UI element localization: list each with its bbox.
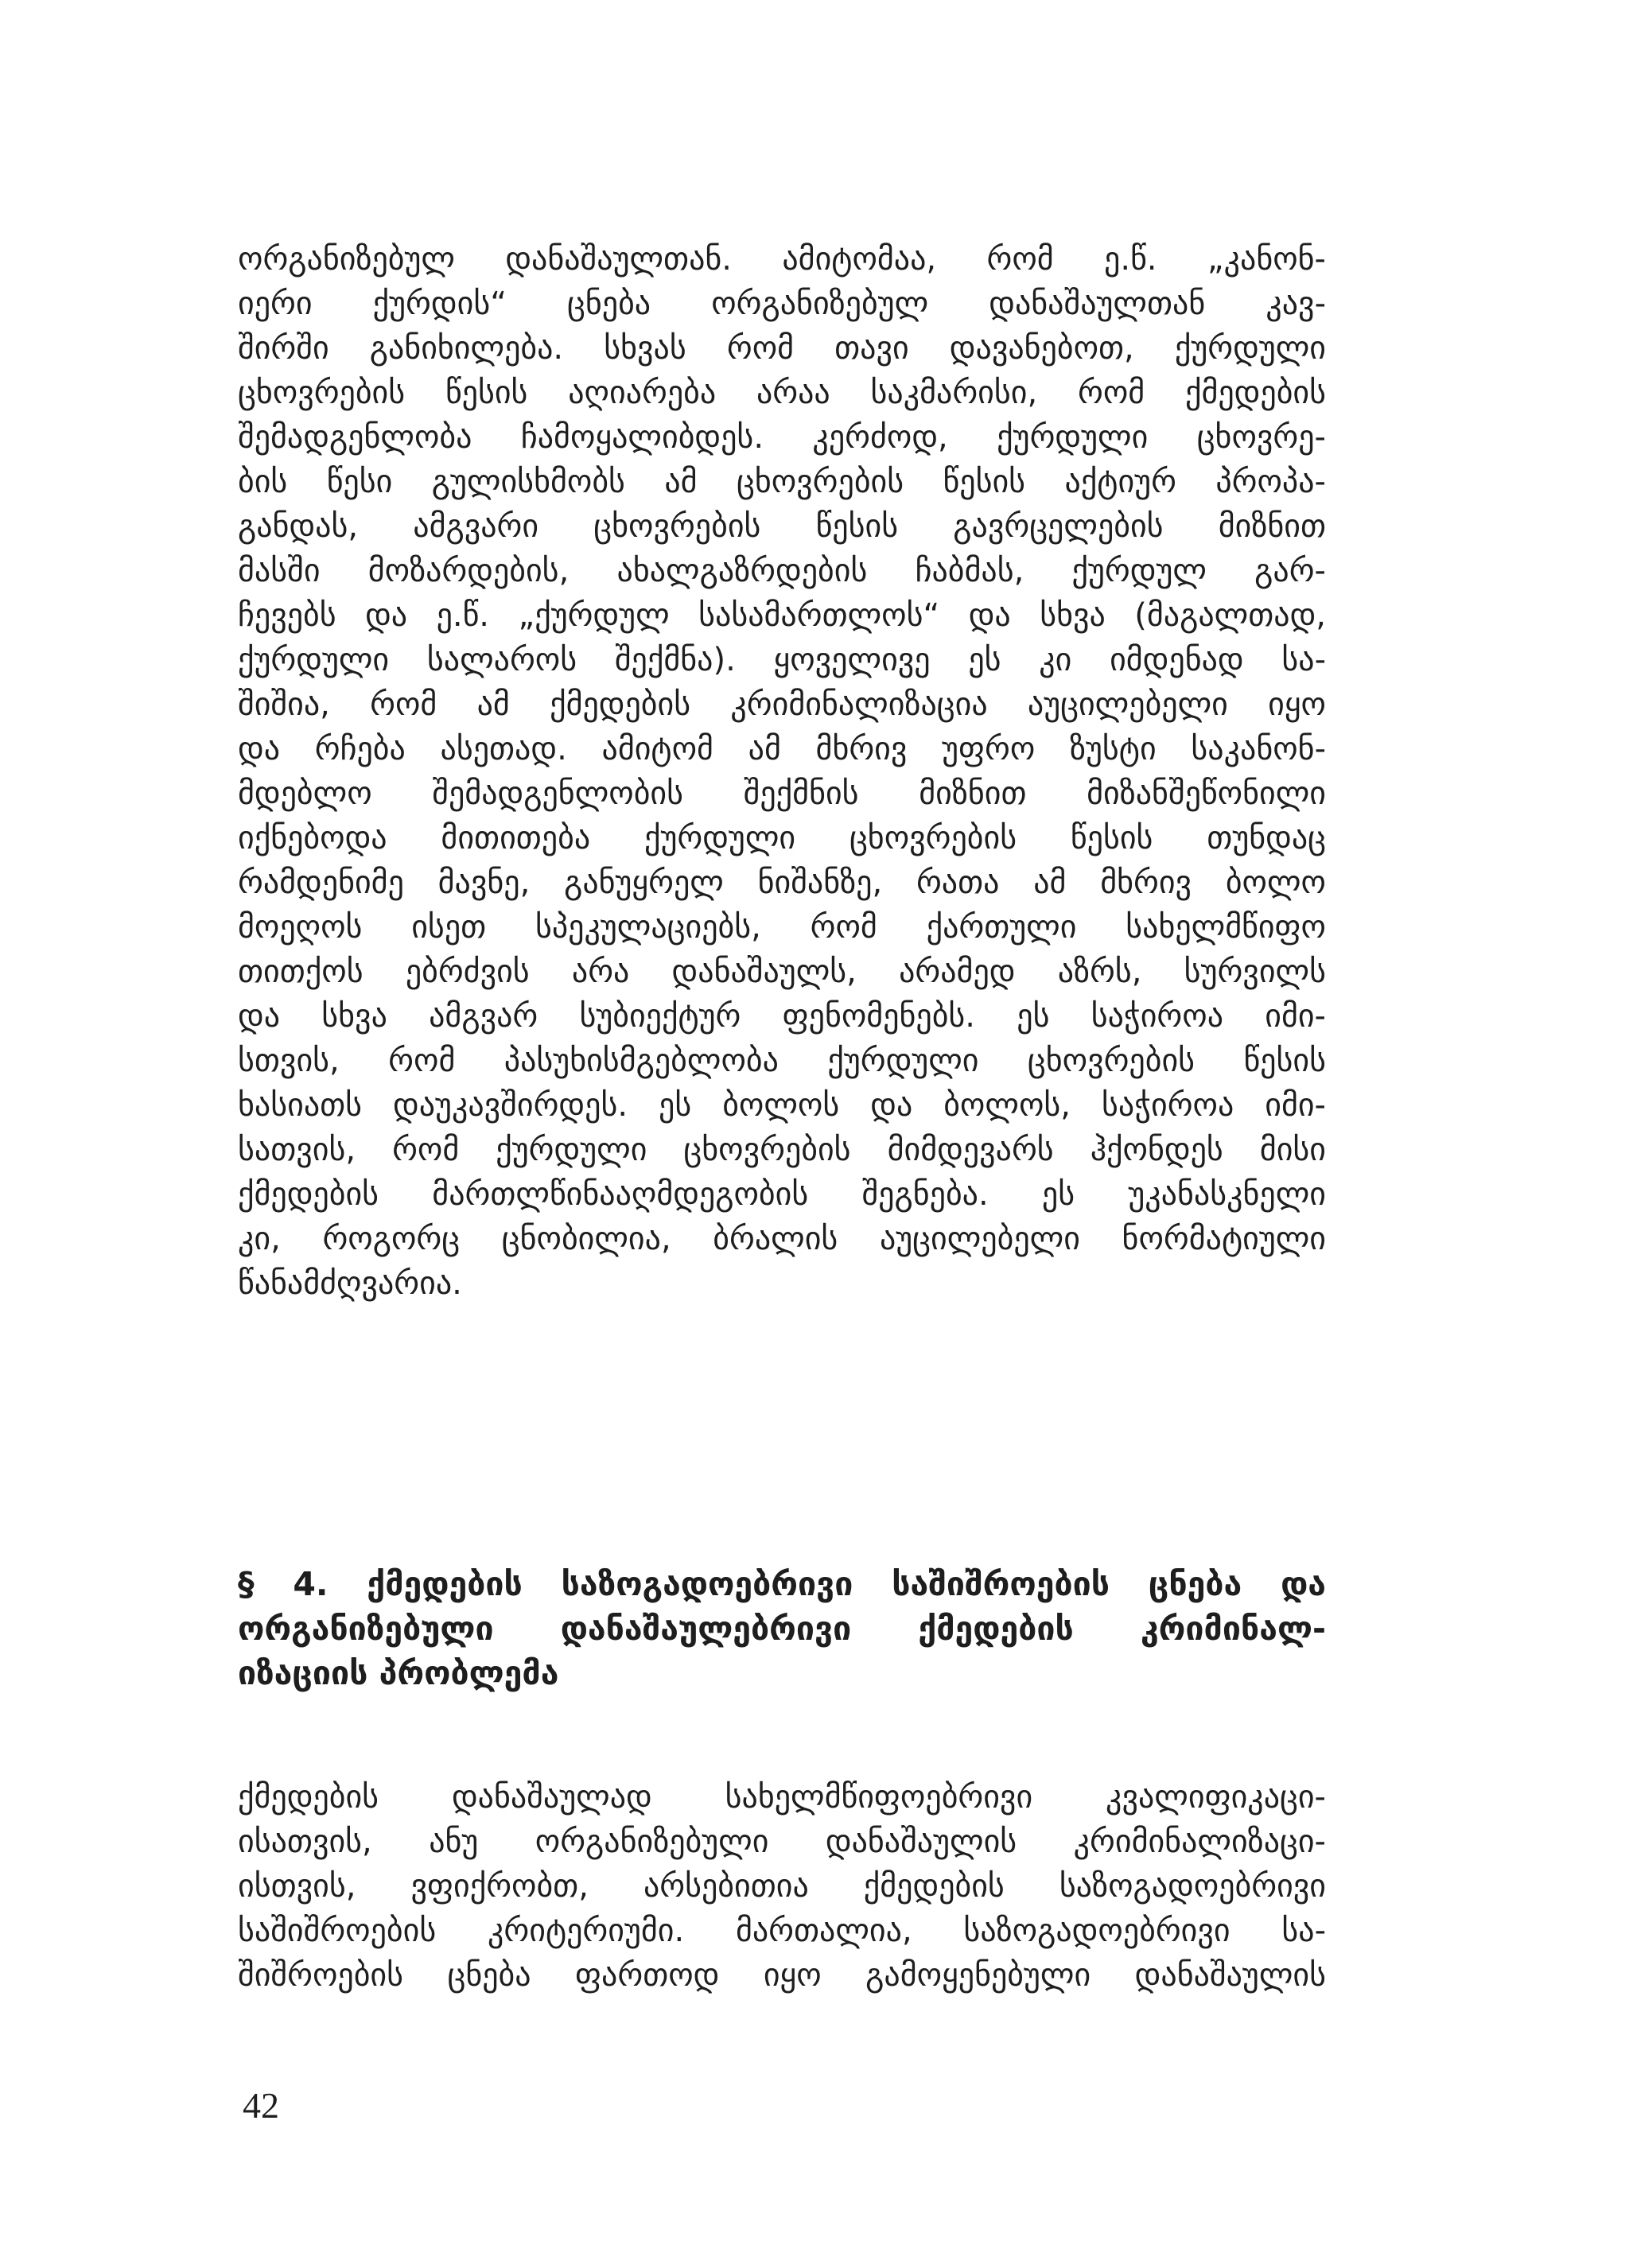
text-line: სთვის, რომ პასუხისმგებლობა ქურდული ცხოვრების წესის <box>238 1043 1326 1079</box>
text-line: კი, როგორც ცნობილია, ბრალის აუცილებელი ნორმატიული <box>238 1221 1326 1257</box>
text-line: შირში განიხილება. სხვას რომ თავი დავანებოთ, ქურდული <box>238 330 1326 367</box>
text-line: მასში მოზარდების, ახალგაზრდების ჩაბმას, ქურდულ გარ- <box>238 553 1326 589</box>
section-heading <box>238 1562 1326 1695</box>
text-line: ბის წესი გულისხმობს ამ ცხოვრების წესის აქტიურ პროპა- <box>238 464 1326 500</box>
text-line: შემადგენლობა ჩამოყალიბდეს. კერძოდ, ქურდული ცხოვრე- <box>238 419 1326 456</box>
text-line: ცხოვრების წესის აღიარება არაა საკმარისი, რომ ქმედების <box>238 375 1326 411</box>
heading-line: § 4. ქმედების საზოგადოებრივი საშიშროების ცნება და <box>238 1565 1326 1603</box>
text-line: და რჩება ასეთად. ამიტომ ამ მხრივ უფრო ზუსტი საკანონ- <box>238 731 1326 767</box>
text-line: ისათვის, ანუ ორგანიზებული დანაშაულის კრიმინალიზაცი- <box>238 1823 1326 1860</box>
text-line: მოეღოს ისეთ სპეკულაციებს, რომ ქართული სახელმწიფო <box>238 909 1326 946</box>
text-line: შიშროების ცნება ფართოდ იყო გამოყენებული დანაშაულის <box>238 1957 1326 1994</box>
text-line: შიშია, რომ ამ ქმედების კრიმინალიზაცია აუცილებელი იყო <box>238 686 1326 723</box>
text-line: თითქოს ებრძვის არა დანაშაულს, არამედ აზრს, სურვილს <box>238 953 1326 990</box>
body-paragraph-2 <box>238 1775 1326 1998</box>
text-line: ორგანიზებულ დანაშაულთან. ამიტომაა, რომ ე.წ. „კანონ- <box>238 241 1326 278</box>
text-line: ქმედების დანაშაულად სახელმწიფოებრივი კვალიფიკაცი- <box>238 1779 1326 1816</box>
text-line: სათვის, რომ ქურდული ცხოვრების მიმდევარს ჰქონდეს მისი <box>238 1132 1326 1168</box>
text-line: იერი ქურდის“ ცნება ორგანიზებულ დანაშაულთან კავ- <box>238 285 1326 322</box>
heading-line: იზაციის პრობლემა <box>238 1654 559 1692</box>
text-line: იქნებოდა მითითება ქურდული ცხოვრების წესის თუნდაც <box>238 820 1326 856</box>
text-line: ჩევებს და ე.წ. „ქურდულ სასამართლოს“ და სხვა (მაგალთად, <box>238 597 1326 634</box>
page-number: 42 <box>243 2085 279 2126</box>
text-line: განდას, ამგვარი ცხოვრების წესის გავრცელების მიზნით <box>238 508 1326 545</box>
text-line: ქმედების მართლწინააღმდეგობის შეგნება. ეს უკანასკნელი <box>238 1176 1326 1213</box>
text-line: ისთვის, ვფიქრობთ, არსებითია ქმედების საზოგადოებრივი <box>238 1868 1326 1905</box>
text-line: ქურდული სალაროს შექმნა). ყოველივე ეს კი იმდენად სა- <box>238 642 1326 678</box>
body-paragraph-1 <box>238 237 1326 1306</box>
heading-line: ორგანიზებული დანაშაულებრივი ქმედების კრიმინალ- <box>238 1610 1326 1648</box>
text-line: რამდენიმე მავნე, განუყრელ ნიშანზე, რათა ამ მხრივ ბოლო <box>238 864 1326 901</box>
text-line: საშიშროების კრიტერიუმი. მართალია, საზოგადოებრივი სა- <box>238 1913 1326 1949</box>
text-line: და სხვა ამგვარ სუბიექტურ ფენომენებს. ეს საჭიროა იმი- <box>238 998 1326 1035</box>
text-line: წანამძღვარია. <box>238 1265 462 1302</box>
text-line: მდებლო შემადგენლობის შექმნის მიზნით მიზანშეწონილი <box>238 775 1326 812</box>
text-line: ხასიათს დაუკავშირდეს. ეს ბოლოს და ბოლოს, საჭიროა იმი- <box>238 1087 1326 1124</box>
